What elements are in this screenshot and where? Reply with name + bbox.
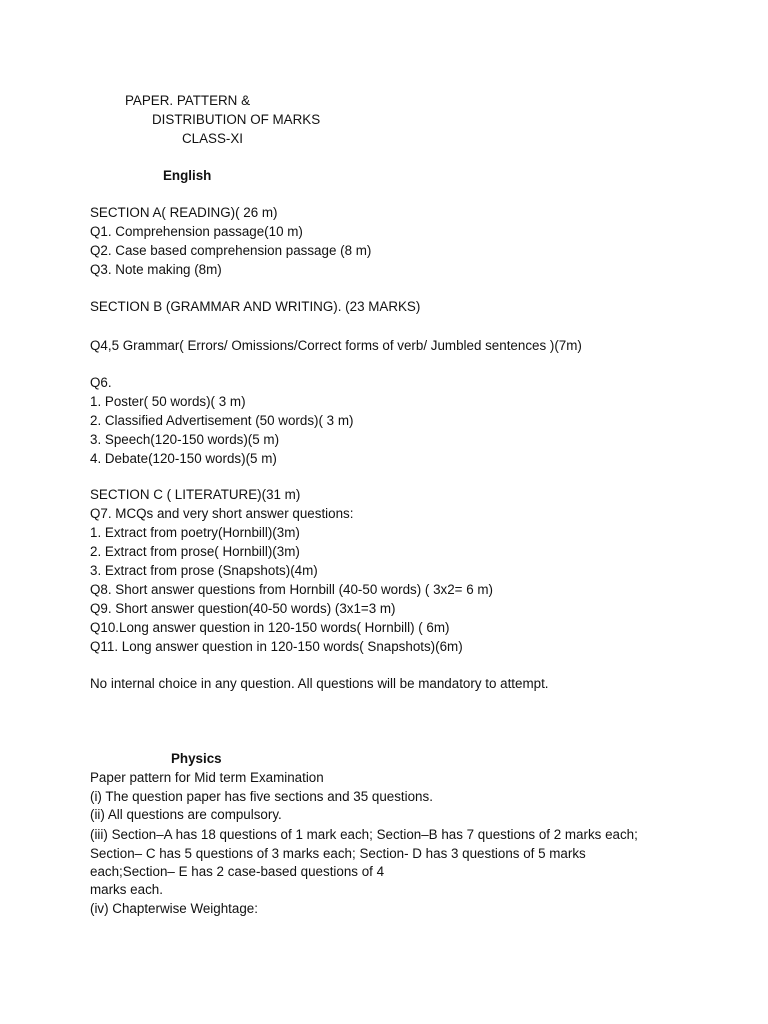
physics-paper-line: (iii) Section–A has 18 questions of 1 mark each; Section–B has 7 questions of 2 marks each; [90, 827, 638, 842]
english-section-c-item: Q11. Long answer question in 120-150 words( Snapshots)(6m) [90, 639, 463, 654]
english-section-c-heading: SECTION C ( LITERATURE)(31 m) [90, 487, 301, 502]
english-section-c-item: 3. Extract from prose (Snapshots)(4m) [90, 563, 318, 578]
english-section-c-item: 1. Extract from poetry(Hornbill)(3m) [90, 525, 300, 540]
english-q6-item: 2. Classified Advertisement (50 words)( 3 m) [90, 413, 354, 428]
english-section-a-heading: SECTION A( READING)( 26 m) [90, 205, 278, 220]
physics-paper-line: each;Section– E has 2 case-based questions of 4 [90, 864, 385, 879]
english-section-b-heading: SECTION B (GRAMMAR AND WRITING). (23 MARKS) [90, 299, 421, 314]
header-title-line-2: DISTRIBUTION OF MARKS [152, 112, 321, 127]
english-section-c-item: Q9. Short answer question(40-50 words) (3x1=3 m) [90, 601, 396, 616]
english-section-c-item: Q8. Short answer questions from Hornbill (40-50 words) ( 3x2= 6 m) [90, 582, 493, 597]
english-instruction-note: No internal choice in any question. All questions will be mandatory to attempt. [90, 676, 549, 691]
physics-paper-line: (i) The question paper has five sections and 35 questions. [90, 789, 433, 804]
english-section-a-item: Q1. Comprehension passage(10 m) [90, 224, 303, 239]
physics-paper-line: (iv) Chapterwise Weightage: [90, 901, 258, 916]
english-section-c-item: Q10.Long answer question in 120-150 words( Hornbill) ( 6m) [90, 620, 450, 635]
physics-paper-line: marks each. [90, 882, 163, 897]
english-subject-title: English [163, 168, 212, 183]
english-section-a-item: Q2. Case based comprehension passage (8 m) [90, 243, 372, 258]
header-class-label: CLASS-XI [182, 131, 244, 146]
english-section-a-item: Q3. Note making (8m) [90, 262, 222, 277]
physics-paper-line: (ii) All questions are compulsory. [90, 807, 282, 822]
english-grammar-question: Q4,5 Grammar( Errors/ Omissions/Correct forms of verb/ Jumbled sentences )(7m) [90, 338, 582, 353]
english-section-c-item: Q7. MCQs and very short answer questions: [90, 506, 354, 521]
english-q6-item: 3. Speech(120-150 words)(5 m) [90, 432, 280, 447]
physics-subject-title: Physics [171, 751, 222, 766]
english-q6-label: Q6. [90, 375, 112, 390]
physics-paper-line: Paper pattern for Mid term Examination [90, 770, 324, 785]
physics-paper-line: Section– C has 5 questions of 3 marks each; Section- D has 3 questions of 5 marks [90, 846, 586, 861]
english-q6-item: 4. Debate(120-150 words)(5 m) [90, 451, 277, 466]
header-title-line-1: PAPER. PATTERN & [125, 93, 250, 108]
english-q6-item: 1. Poster( 50 words)( 3 m) [90, 394, 246, 409]
english-section-c-item: 2. Extract from prose( Hornbill)(3m) [90, 544, 300, 559]
